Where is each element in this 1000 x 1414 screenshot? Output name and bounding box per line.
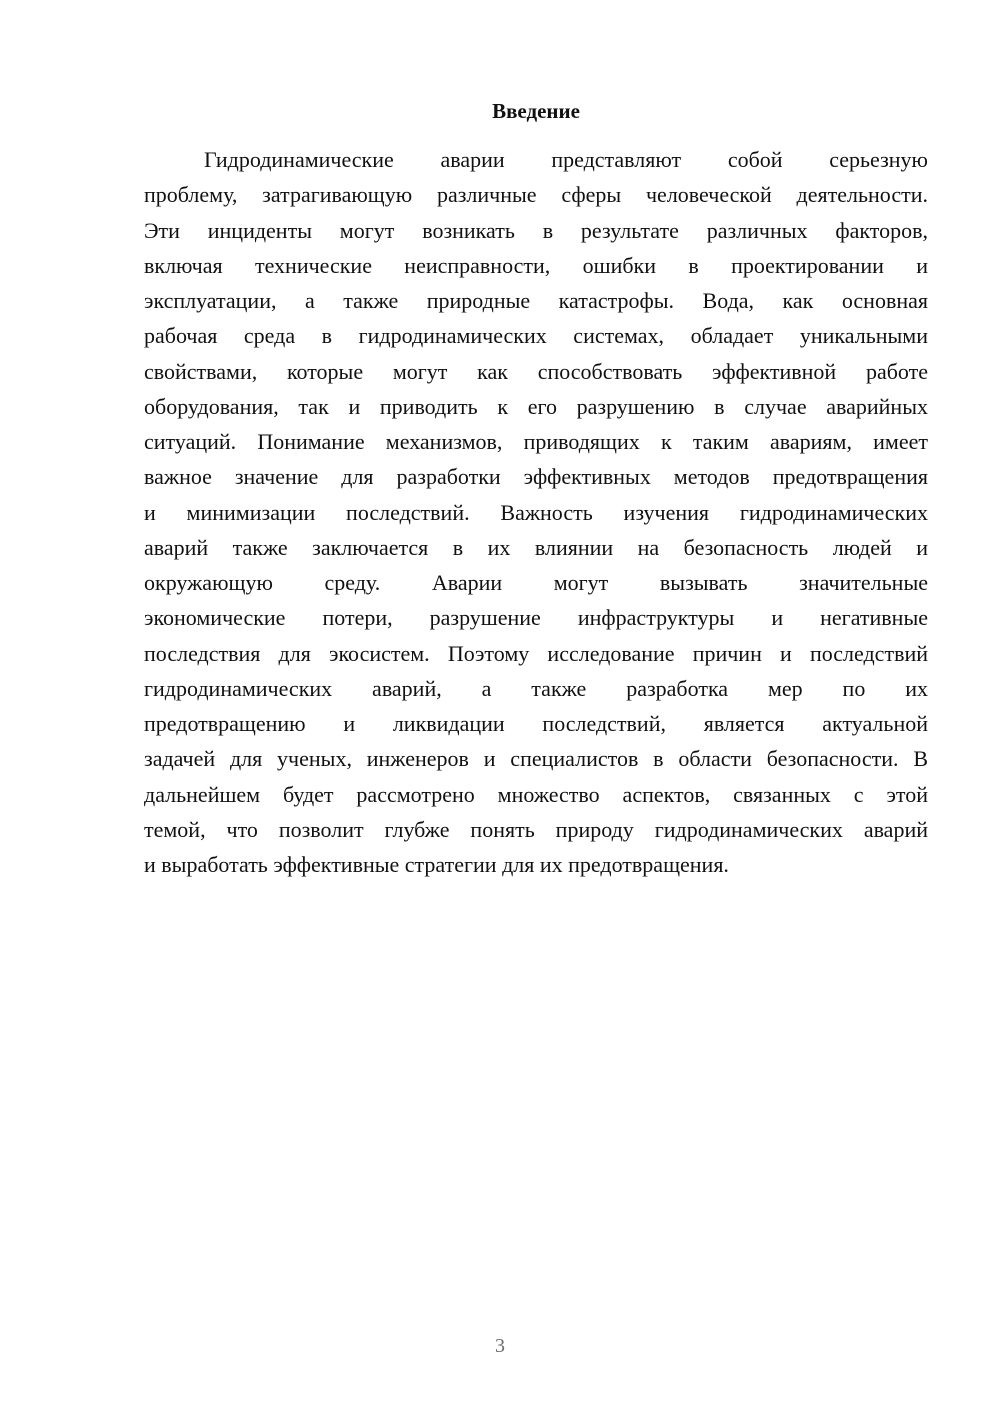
paragraph-line: оборудования, так и приводить к его разрушению в случае аварийных [144, 393, 928, 419]
paragraph-line: ситуаций. Понимание механизмов, приводящих к таким авариям, имеет [144, 429, 928, 454]
page-number: 3 [495, 1335, 505, 1357]
paragraph-line: проблему, затрагивающую различные сферы человеческой деятельности. [144, 182, 928, 208]
introduction-paragraph [144, 142, 928, 882]
paragraph-line: дальнейшем будет рассмотрено множество аспектов, связанных с этой [144, 781, 928, 807]
paragraph-line: гидродинамических аварий, а также разработка мер по их [144, 675, 928, 701]
paragraph-line: окружающую среду. Аварии могут вызывать значительные [144, 570, 928, 595]
paragraph-line: и минимизации последствий. Важность изучения гидродинамических [144, 499, 928, 525]
paragraph-line: темой, что позволит глубже понять природу гидродинамических аварий [144, 816, 928, 842]
paragraph-line: предотвращению и ликвидации последствий, является актуальной [144, 711, 928, 736]
paragraph-line: свойствами, которые могут как способствовать эффективной работе [144, 358, 928, 384]
paragraph-line: последствия для экосистем. Поэтому исследование причин и последствий [144, 640, 928, 666]
paragraph-line: задачей для ученых, инженеров и специалистов в области безопасности. В [144, 746, 928, 772]
section-heading: Введение [492, 99, 580, 123]
paragraph-line: важное значение для разработки эффективных методов предотвращения [144, 464, 928, 490]
paragraph-line: Гидродинамические аварии представляют собой серьезную [204, 147, 928, 172]
paragraph-line: эксплуатации, а также природные катастрофы. Вода, как основная [144, 288, 928, 313]
paragraph-line: экономические потери, разрушение инфраструктуры и негативные [144, 605, 928, 631]
paragraph-line: аварий также заключается в их влиянии на безопасность людей и [144, 534, 928, 560]
paragraph-line: и выработать эффективные стратегии для их предотвращения. [144, 852, 729, 877]
paragraph-line: включая технические неисправности, ошибки в проектировании и [144, 252, 928, 278]
paragraph-line: Эти инциденты могут возникать в результате различных факторов, [144, 217, 928, 243]
paragraph-line: рабочая среда в гидродинамических системах, обладает уникальными [144, 323, 928, 349]
